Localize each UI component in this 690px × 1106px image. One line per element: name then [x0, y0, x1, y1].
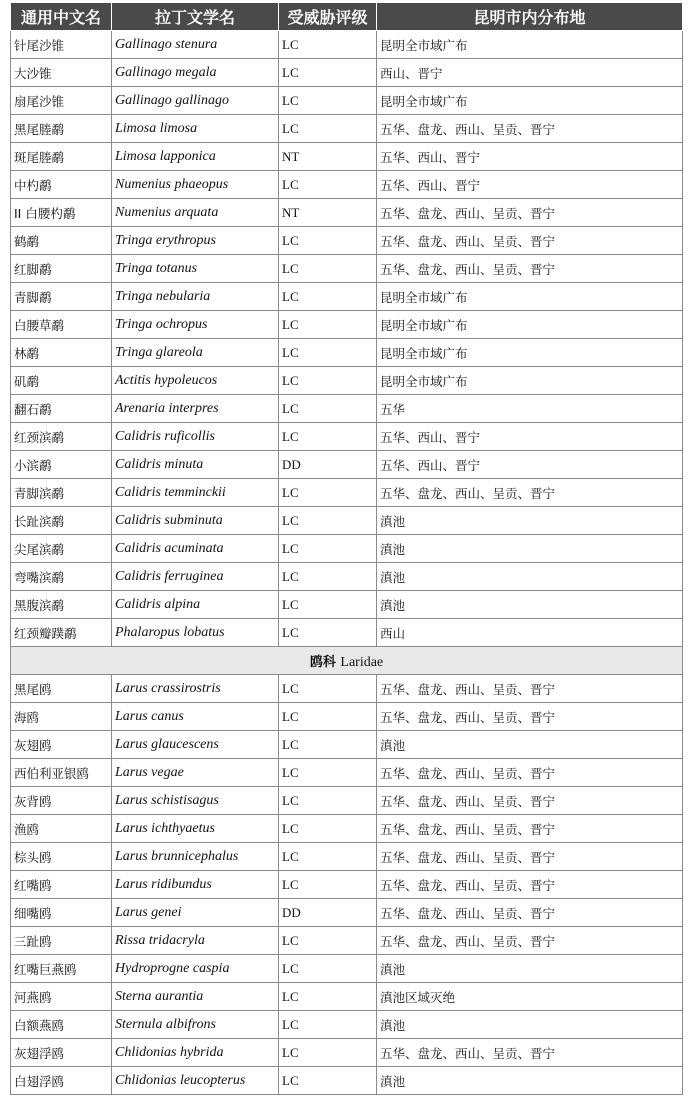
threat-status-cell: LC [279, 927, 377, 955]
table-row [11, 87, 683, 115]
distribution-cell: 滇池 [377, 1067, 683, 1095]
distribution-cell: 昆明全市域广布 [377, 283, 683, 311]
table-row [11, 507, 683, 535]
threat-status-cell: LC [279, 283, 377, 311]
table-row [11, 1039, 683, 1067]
common-name-cell: 灰背鸥 [11, 787, 112, 815]
distribution-cell: 滇池 [377, 535, 683, 563]
latin-name-cell: Larus ichthyaetus [112, 815, 279, 843]
distribution-cell: 滇池 [377, 563, 683, 591]
table-row [11, 311, 683, 339]
distribution-cell: 五华、盘龙、西山、呈贡、晋宁 [377, 871, 683, 899]
latin-name-cell: Tringa totanus [112, 255, 279, 283]
table-row [11, 59, 683, 87]
header-latin-name: 拉丁文学名 [112, 3, 279, 31]
latin-name-cell: Phalaropus lobatus [112, 619, 279, 647]
threat-status-cell: LC [279, 787, 377, 815]
latin-name-cell: Numenius arquata [112, 199, 279, 227]
threat-status-cell: LC [279, 563, 377, 591]
common-name-cell: 渔鸥 [11, 815, 112, 843]
threat-status-cell: LC [279, 759, 377, 787]
table-row [11, 787, 683, 815]
latin-name-cell: Larus crassirostris [112, 675, 279, 703]
table-row [11, 479, 683, 507]
common-name-cell: 黑腹滨鹬 [11, 591, 112, 619]
latin-name-cell: Actitis hypoleucos [112, 367, 279, 395]
header-threat-status: 受威胁评级 [279, 3, 377, 31]
latin-name-cell: Larus ridibundus [112, 871, 279, 899]
distribution-cell: 五华、西山、晋宁 [377, 451, 683, 479]
threat-status-cell: LC [279, 1067, 377, 1095]
table-row [11, 171, 683, 199]
table-row [11, 339, 683, 367]
distribution-cell: 五华、盘龙、西山、呈贡、晋宁 [377, 479, 683, 507]
distribution-cell: 五华、盘龙、西山、呈贡、晋宁 [377, 1039, 683, 1067]
latin-name-cell: Hydroprogne caspia [112, 955, 279, 983]
distribution-cell: 五华、西山、晋宁 [377, 423, 683, 451]
common-name-cell: 河燕鸥 [11, 983, 112, 1011]
common-name-cell: 红颈瓣蹼鹬 [11, 619, 112, 647]
family-latin-name: Laridae [340, 654, 384, 670]
family-header-row [11, 647, 683, 675]
latin-name-cell: Gallinago megala [112, 59, 279, 87]
distribution-cell: 滇池 [377, 507, 683, 535]
distribution-cell: 五华、盘龙、西山、呈贡、晋宁 [377, 759, 683, 787]
threat-status-cell: LC [279, 339, 377, 367]
distribution-cell: 五华、盘龙、西山、呈贡、晋宁 [377, 675, 683, 703]
table-row [11, 535, 683, 563]
latin-name-cell: Tringa glareola [112, 339, 279, 367]
distribution-cell: 昆明全市域广布 [377, 87, 683, 115]
latin-name-cell: Gallinago stenura [112, 31, 279, 59]
threat-status-cell: LC [279, 703, 377, 731]
distribution-cell: 五华、盘龙、西山、呈贡、晋宁 [377, 703, 683, 731]
threat-status-cell: LC [279, 227, 377, 255]
latin-name-cell: Larus brunnicephalus [112, 843, 279, 871]
latin-name-cell: Calidris minuta [112, 451, 279, 479]
threat-status-cell: LC [279, 423, 377, 451]
latin-name-cell: Limosa lapponica [112, 143, 279, 171]
distribution-cell: 滇池 [377, 591, 683, 619]
latin-name-cell: Numenius phaeopus [112, 171, 279, 199]
distribution-cell: 五华、盘龙、西山、呈贡、晋宁 [377, 115, 683, 143]
common-name-cell: 尖尾滨鹬 [11, 535, 112, 563]
threat-status-cell: LC [279, 1039, 377, 1067]
table-row [11, 367, 683, 395]
distribution-cell: 昆明全市域广布 [377, 31, 683, 59]
distribution-cell: 滇池 [377, 955, 683, 983]
threat-status-cell: LC [279, 675, 377, 703]
latin-name-cell: Chlidonias hybrida [112, 1039, 279, 1067]
common-name-cell: 三趾鸥 [11, 927, 112, 955]
threat-status-cell: LC [279, 367, 377, 395]
common-name-cell: 海鸥 [11, 703, 112, 731]
distribution-cell: 五华、西山、晋宁 [377, 143, 683, 171]
table-row [11, 955, 683, 983]
common-name-cell: 白翅浮鸥 [11, 1067, 112, 1095]
species-table [10, 3, 683, 1095]
threat-status-cell: DD [279, 899, 377, 927]
threat-status-cell: NT [279, 143, 377, 171]
table-row [11, 31, 683, 59]
table-row [11, 395, 683, 423]
threat-status-cell: LC [279, 871, 377, 899]
table-row [11, 1011, 683, 1039]
threat-status-cell: LC [279, 171, 377, 199]
threat-status-cell: LC [279, 591, 377, 619]
distribution-cell: 五华、盘龙、西山、呈贡、晋宁 [377, 227, 683, 255]
common-name-cell: 红颈滨鹬 [11, 423, 112, 451]
common-name-cell: 红嘴巨燕鸥 [11, 955, 112, 983]
table-row [11, 563, 683, 591]
latin-name-cell: Rissa tridacryla [112, 927, 279, 955]
latin-name-cell: Tringa nebularia [112, 283, 279, 311]
table-row [11, 283, 683, 311]
family-chinese-name: 鸥科 [309, 654, 336, 670]
threat-status-cell: LC [279, 31, 377, 59]
common-name-cell: 青脚鹬 [11, 283, 112, 311]
distribution-cell: 五华、盘龙、西山、呈贡、晋宁 [377, 787, 683, 815]
latin-name-cell: Larus genei [112, 899, 279, 927]
distribution-cell: 滇池 [377, 731, 683, 759]
table-row [11, 759, 683, 787]
latin-name-cell: Calidris ruficollis [112, 423, 279, 451]
common-name-cell: 黑尾塍鹬 [11, 115, 112, 143]
table-row [11, 143, 683, 171]
latin-name-cell: Calidris ferruginea [112, 563, 279, 591]
table-row [11, 451, 683, 479]
latin-name-cell: Limosa limosa [112, 115, 279, 143]
common-name-cell: 青脚滨鹬 [11, 479, 112, 507]
latin-name-cell: Sterna aurantia [112, 983, 279, 1011]
table-row [11, 423, 683, 451]
header-common-name: 通用中文名 [11, 3, 112, 31]
latin-name-cell: Larus schistisagus [112, 787, 279, 815]
table-row [11, 983, 683, 1011]
common-name-cell: 红嘴鸥 [11, 871, 112, 899]
common-name-cell: 灰翅浮鸥 [11, 1039, 112, 1067]
common-name-cell: 黑尾鸥 [11, 675, 112, 703]
table-row [11, 115, 683, 143]
threat-status-cell: LC [279, 955, 377, 983]
distribution-cell: 西山、晋宁 [377, 59, 683, 87]
common-name-cell: 灰翅鸥 [11, 731, 112, 759]
table-row [11, 199, 683, 227]
common-name-cell: 长趾滨鹬 [11, 507, 112, 535]
distribution-cell: 五华 [377, 395, 683, 423]
latin-name-cell: Calidris acuminata [112, 535, 279, 563]
threat-status-cell: DD [279, 451, 377, 479]
threat-status-cell: LC [279, 311, 377, 339]
threat-status-cell: LC [279, 395, 377, 423]
latin-name-cell: Arenaria interpres [112, 395, 279, 423]
common-name-cell: 白腰草鹬 [11, 311, 112, 339]
common-name-cell: 扇尾沙锥 [11, 87, 112, 115]
common-name-cell: 红脚鹬 [11, 255, 112, 283]
table-row [11, 731, 683, 759]
threat-status-cell: LC [279, 619, 377, 647]
common-name-cell: 鹤鹬 [11, 227, 112, 255]
threat-status-cell: LC [279, 59, 377, 87]
distribution-cell: 五华、盘龙、西山、呈贡、晋宁 [377, 199, 683, 227]
threat-status-cell: LC [279, 983, 377, 1011]
common-name-cell: 细嘴鸥 [11, 899, 112, 927]
table-row [11, 899, 683, 927]
table-row [11, 619, 683, 647]
distribution-cell: 昆明全市域广布 [377, 311, 683, 339]
family-header-cell [11, 647, 683, 675]
threat-status-cell: LC [279, 87, 377, 115]
common-name-cell: 小滨鹬 [11, 451, 112, 479]
latin-name-cell: Gallinago gallinago [112, 87, 279, 115]
common-name-cell: 西伯利亚银鸥 [11, 759, 112, 787]
latin-name-cell: Tringa erythropus [112, 227, 279, 255]
common-name-cell: II 白腰杓鹬 [11, 199, 112, 227]
latin-name-cell: Larus vegae [112, 759, 279, 787]
distribution-cell: 五华、西山、晋宁 [377, 171, 683, 199]
threat-status-cell: LC [279, 535, 377, 563]
common-name-cell: 中杓鹬 [11, 171, 112, 199]
threat-status-cell: LC [279, 843, 377, 871]
distribution-cell: 西山 [377, 619, 683, 647]
table-row [11, 227, 683, 255]
common-name-cell: 弯嘴滨鹬 [11, 563, 112, 591]
latin-name-cell: Calidris alpina [112, 591, 279, 619]
common-name-cell: 林鹬 [11, 339, 112, 367]
distribution-cell: 五华、盘龙、西山、呈贡、晋宁 [377, 899, 683, 927]
threat-status-cell: LC [279, 255, 377, 283]
table-row [11, 591, 683, 619]
common-name-cell: 斑尾塍鹬 [11, 143, 112, 171]
distribution-cell: 滇池区域灭绝 [377, 983, 683, 1011]
table-row [11, 843, 683, 871]
latin-name-cell: Tringa ochropus [112, 311, 279, 339]
threat-status-cell: NT [279, 199, 377, 227]
common-name-cell: 针尾沙锥 [11, 31, 112, 59]
header-row [11, 3, 683, 31]
latin-name-cell: Sternula albifrons [112, 1011, 279, 1039]
latin-name-cell: Calidris subminuta [112, 507, 279, 535]
threat-status-cell: LC [279, 1011, 377, 1039]
latin-name-cell: Larus glaucescens [112, 731, 279, 759]
table-row [11, 815, 683, 843]
threat-status-cell: LC [279, 479, 377, 507]
header-distribution: 昆明市内分布地 [377, 3, 683, 31]
distribution-cell: 五华、盘龙、西山、呈贡、晋宁 [377, 255, 683, 283]
distribution-cell: 五华、盘龙、西山、呈贡、晋宁 [377, 815, 683, 843]
table-row [11, 255, 683, 283]
distribution-cell: 五华、盘龙、西山、呈贡、晋宁 [377, 927, 683, 955]
common-name-cell: 翻石鹬 [11, 395, 112, 423]
common-name-cell: 大沙锥 [11, 59, 112, 87]
latin-name-cell: Larus canus [112, 703, 279, 731]
table-row [11, 703, 683, 731]
threat-status-cell: LC [279, 115, 377, 143]
table-row [11, 927, 683, 955]
distribution-cell: 滇池 [377, 1011, 683, 1039]
common-name-cell: 棕头鸥 [11, 843, 112, 871]
table-row [11, 1067, 683, 1095]
distribution-cell: 昆明全市域广布 [377, 339, 683, 367]
latin-name-cell: Chlidonias leucopterus [112, 1067, 279, 1095]
table-row [11, 871, 683, 899]
threat-status-cell: LC [279, 507, 377, 535]
latin-name-cell: Calidris temminckii [112, 479, 279, 507]
distribution-cell: 五华、盘龙、西山、呈贡、晋宁 [377, 843, 683, 871]
common-name-cell: 白额燕鸥 [11, 1011, 112, 1039]
threat-status-cell: LC [279, 815, 377, 843]
distribution-cell: 昆明全市域广布 [377, 367, 683, 395]
threat-status-cell: LC [279, 731, 377, 759]
common-name-cell: 矶鹬 [11, 367, 112, 395]
table-row [11, 675, 683, 703]
